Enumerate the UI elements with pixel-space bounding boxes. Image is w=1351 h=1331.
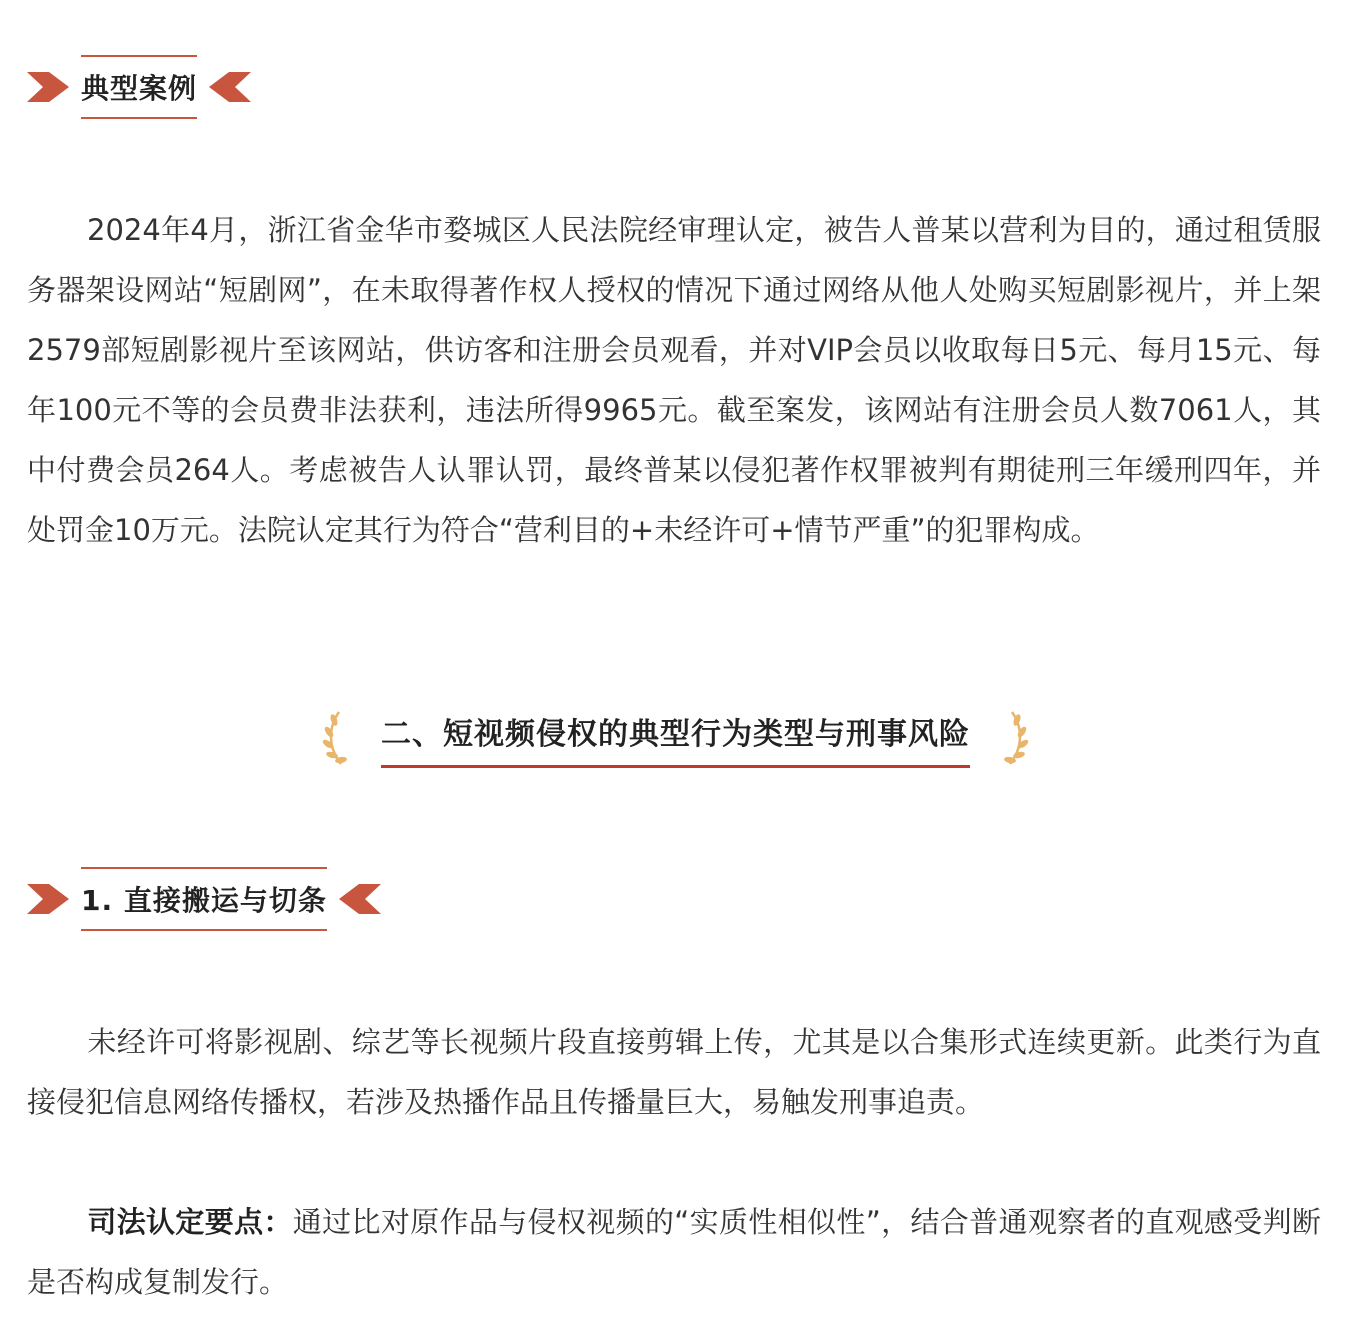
case-text: 2024年4月，浙江省金华市婺城区人民法院经审理认定，被告人普某以营利为目的，通过租赁服务器架设网站“短剧网”，在未取得著作权人授权的情况下通过网络从他人处购买短剧影视片，并上架2579部短剧影视片至该网站，供访客和注册会员观看，并对VIP会员以收取每日5元、每月15元、每年100元不等的会员费非法获利，违法所得9965元。截至案发，该网站有注册会员人数7061人，其中付费会员264人。考虑被告人认罪认罚，最终普某以侵犯著作权罪被判有期徒刑三年缓刑四年，并处罚金10万元。法院认定其行为符合“营利目的+未经许可+情节严重”的犯罪构成。 <box>27 213 1321 547</box>
section-title: 典型案例 <box>81 55 197 119</box>
chapter-title: 二、短视频侵权的典型行为类型与刑事风险 <box>381 709 970 768</box>
direct-copy-paragraph <box>27 1012 1321 1132</box>
section-header-typical-case <box>27 55 251 119</box>
section-header-direct-copy <box>27 867 381 931</box>
laurel-left-icon <box>317 708 351 768</box>
case-paragraph <box>27 200 1321 560</box>
chapter-heading <box>0 708 1351 768</box>
right-arrow-icon <box>27 884 69 914</box>
left-arrow-icon <box>209 72 251 102</box>
judicial-point-text: 通过比对原作品与侵权视频的“实质性相似性”，结合普通观察者的直观感受判断是否构成复制发行。 <box>27 1205 1321 1299</box>
laurel-right-icon <box>1000 708 1034 768</box>
judicial-point-paragraph <box>27 1192 1321 1312</box>
judicial-point-label: 司法认定要点： <box>87 1205 293 1239</box>
left-arrow-icon <box>339 884 381 914</box>
right-arrow-icon <box>27 72 69 102</box>
direct-copy-text: 未经许可将影视剧、综艺等长视频片段直接剪辑上传，尤其是以合集形式连续更新。此类行为直接侵犯信息网络传播权，若涉及热播作品且传播量巨大，易触发刑事追责。 <box>27 1025 1321 1119</box>
section-title: 1. 直接搬运与切条 <box>81 867 327 931</box>
